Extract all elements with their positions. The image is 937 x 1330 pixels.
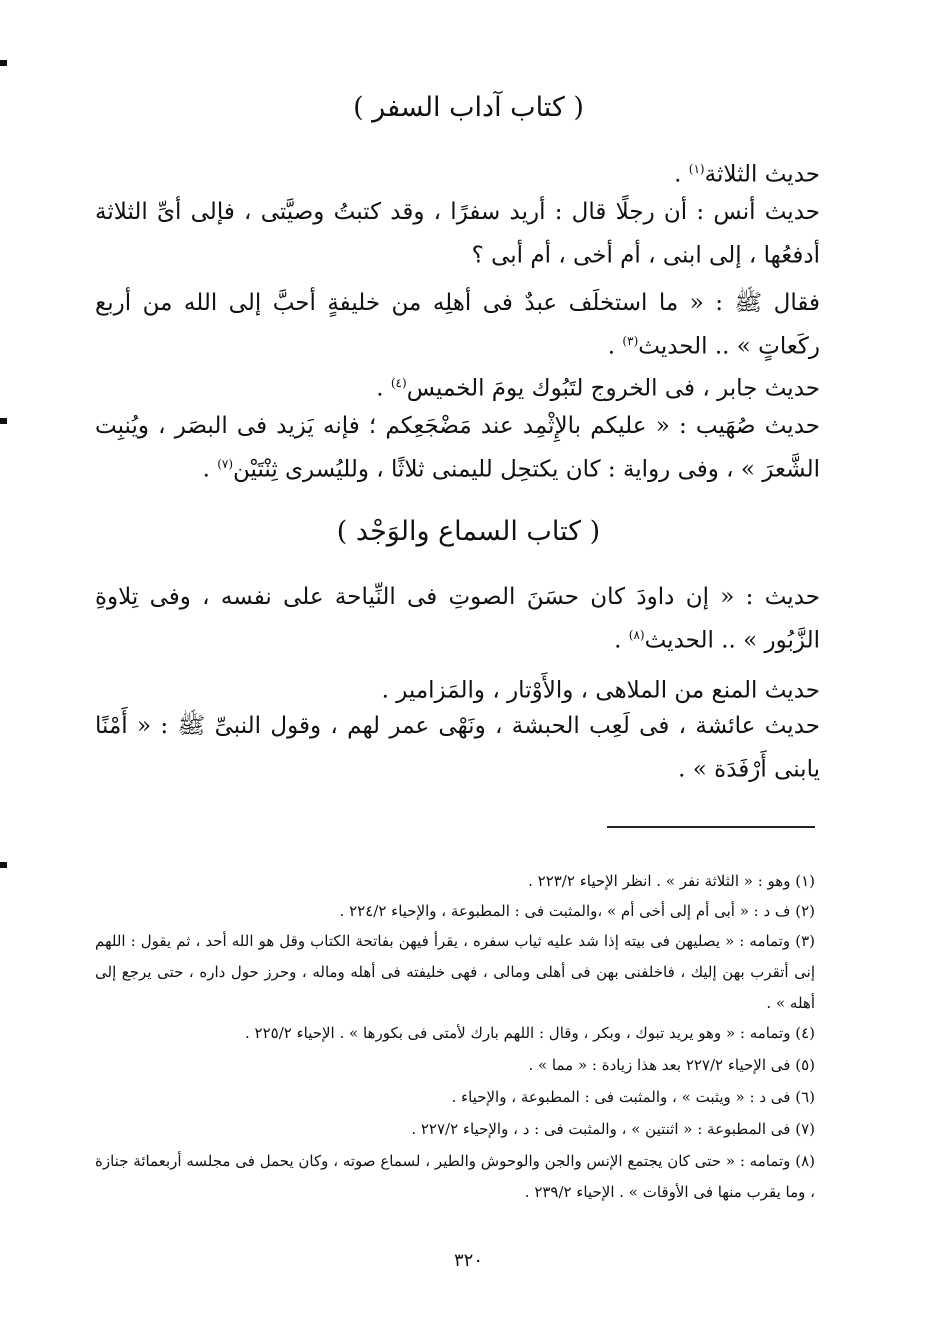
paragraph-text: حديث الثلاثة (704, 161, 820, 188)
paragraph-end: . (376, 375, 391, 402)
paragraph-text: حديث أنس : أن رجلًا قال : أريد سفرًا ، وقد كتبتُ وصيَّتى ، فإلى أىِّ الثلاثة أدفعُها ، إلى ابنى ، أم أخى ، أم أبى ؟ (95, 199, 820, 269)
paragraph-text: حديث المنع من الملاهى ، والأَوْتار ، والمَزامير . (381, 677, 820, 704)
paragraph-end: . (607, 333, 623, 360)
page-number: ٣٢٠ (453, 1250, 483, 1271)
footnote-ref: (١) (688, 162, 705, 176)
scan-edge-mark (0, 418, 7, 424)
paragraph-text: حديث : « إن داودَ كان حسَنَ الصوتِ فى النِّياحة على نفسه ، وفى تِلاوةِ الزَّبُور » .. الحديث (95, 584, 820, 654)
footnote-ref: (٤) (390, 376, 407, 390)
footnote: (١) وهو : « الثلاثة نفر » . انظر الإحياء ٢٢٣/٢ . (528, 872, 815, 890)
paragraph-end: . (674, 161, 689, 188)
footnote: (٧) فى المطبوعة : « اثنتين » ، والمثبت فى : د ، والإحياء ٢٢٧/٢ . (411, 1120, 815, 1138)
footnote: (٦) فى د : « ويثبت » ، والمثبت فى : المطبوعة ، والإحياء . (451, 1088, 815, 1106)
footnote: (٢) ف د : « أبى أم إلى أخى أم » ،والمثبت فى : المطبوعة ، والإحياء ٢٢٤/٢ . (339, 902, 815, 920)
paragraph-text: حديث عائشة ، فى لَعِب الحبشة ، ونَهْى عمر لهم ، وقول النبىِّ ﷺ : « أَمْنًا يابنى أَرْفَدَة » . (95, 713, 820, 783)
footnote: (٣) وتمامه : « يصليهن فى بيته إذا شد عليه ثياب سفره ، يقرأ فيهن بفاتحة الكتاب وقل هو الله أحد ، ثم يقول : اللهم إنى أتقرب بهن إليك ، فاخلفنى بهن فى أهلى ومالى ، فهى خليفته فى أهله وماله ، وحرز حول داره ، حتى يرجع إلى أهله » . (95, 932, 815, 1012)
hadith-paragraph (95, 284, 820, 366)
paragraph-text: حديث جابر ، فى الخروج لتَبُوك يومَ الخميس (406, 375, 820, 402)
footnote: (٤) وتمامه : « وهو يريد تبوك ، وبكر ، وقال : اللهم بارك لأمتى فى بكورها » . الإحياء ٢٢٥/٢ . (244, 1024, 815, 1042)
paragraph-end: . (202, 456, 218, 483)
footnote: (٨) وتمامه : « حتى كان يجتمع الإنس والجن والوحوش والطير ، لسماع صوته ، وكان يحمل فى مجلسه أربعمائة جنازة ، وما يقرب منها فى الأوقات » . الإحياء ٢٣٩/٢ . (95, 1152, 815, 1201)
paragraph-text: حديث صُهَيب : « عليكم بالإِثْمِد عند مَضْجَعِكم ؛ فإنه يَزيد فى البصَر ، ويُنبِت الشَّعرَ » ، وفى رواية : كان يكتحِل لليمنى ثلاثًا ، ولليُسرى ثِنْتَيْن (95, 413, 820, 483)
paragraph-end: . (614, 627, 629, 654)
footnote-ref: (٨) (628, 628, 645, 642)
paragraph-text: فقال ﷺ : « ما استخلَف عبدٌ فى أهلِه من خليفةٍ أحبَّ إلى الله من أربع ركَعاتٍ » .. الحديث (95, 290, 820, 360)
hadith-paragraph (95, 364, 820, 408)
hadith-paragraph (95, 193, 820, 275)
footnote-divider (607, 826, 815, 828)
footnote-ref: (٧) (217, 457, 234, 471)
scan-edge-mark (0, 60, 7, 66)
hadith-paragraph (95, 407, 820, 489)
footnote: (٥) فى الإحياء ٢٢٧/٢ بعد هذا زيادة : « مما » . (528, 1056, 815, 1074)
hadith-paragraph (95, 150, 820, 194)
hadith-paragraph (95, 578, 820, 660)
footnote-ref: (٣) (622, 334, 639, 348)
scan-edge-mark (0, 862, 7, 868)
travel-book-title: ( كتاب آداب السفر ) (353, 92, 584, 123)
hearing-book-title: ( كتاب السماع والوَجْد ) (336, 516, 601, 547)
hadith-paragraph (95, 707, 820, 789)
hadith-paragraph (95, 666, 820, 710)
